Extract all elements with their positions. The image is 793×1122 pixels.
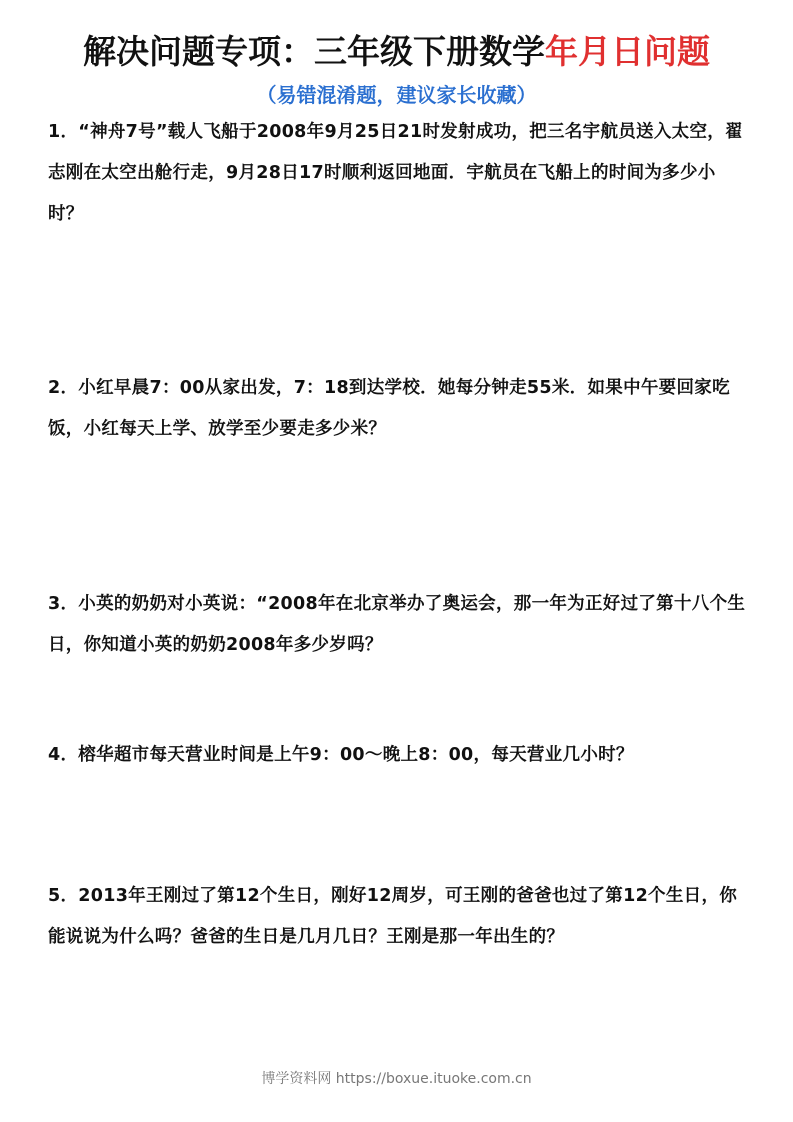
question-4: 4．榕华超市每天营业时间是上午9：00～晚上8：00，每天营业几小时？ bbox=[48, 745, 634, 765]
question-3: 3．小英的奶奶对小英说：“2008年在北京举办了奥运会，那一年为正好过了第十八个生日，你知道小英的奶奶2008年多少岁吗？ bbox=[48, 594, 746, 655]
question-2: 2．小红早晨7：00从家出发，7：18到达学校．她每分钟走55米．如果中午要回家吃饭，小红每天上学、放学至少要走多少米？ bbox=[48, 378, 730, 439]
footer-watermark: 博学资料网 https://boxue.ituoke.com.cn bbox=[261, 1071, 532, 1087]
page-subtitle: （易错混淆题，建议家长收藏） bbox=[256, 83, 537, 107]
question-1: 1．“神舟7号”载人飞船于2008年9月25日21时发射成功，把三名宇航员送入太空，翟志刚在太空出舱行走，9月28日17时顺利返回地面．宇航员在飞船上的时间为多少小时？ bbox=[48, 122, 743, 224]
title-main: 解决问题专项：三年级下册数学 bbox=[83, 32, 545, 71]
title-highlight: 年月日问题 bbox=[545, 32, 710, 71]
page-title bbox=[0, 28, 793, 76]
question-5: 5．2013年王刚过了第12个生日，刚好12周岁，可王刚的爸爸也过了第12个生日，你能说说为什么吗？爸爸的生日是几月几日？王刚是那一年出生的？ bbox=[48, 886, 738, 947]
